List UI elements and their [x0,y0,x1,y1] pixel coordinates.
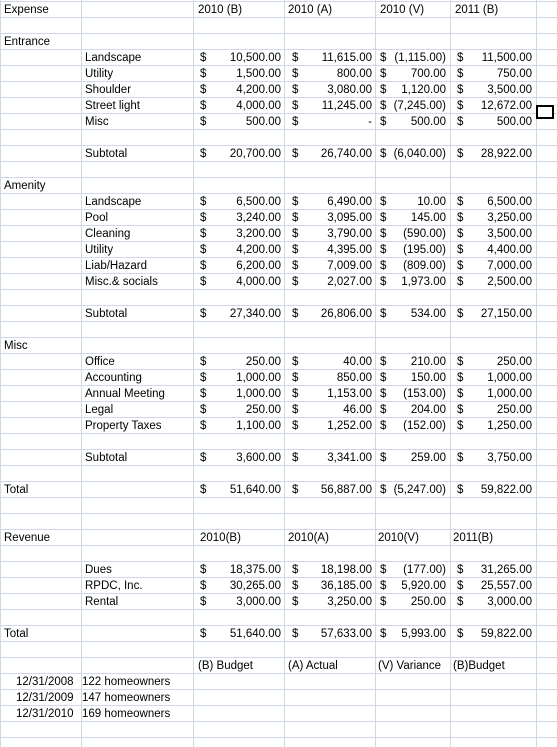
cell-2010-actual-currency: $ [292,148,299,160]
cell-2010-budget-currency: $ [200,452,207,464]
cell-2011-budget-currency: $ [457,260,464,272]
cell-2011-budget-currency: $ [457,276,464,288]
cell-2011-budget: 500.00 [496,116,532,128]
cell-2010-actual-currency: $ [292,260,299,272]
cell-2010-variance: 210.00 [410,356,446,368]
cell-2010-variance-currency: $ [380,388,387,400]
cell-2010-variance: (152.00) [403,420,446,432]
cell-2010-actual-currency: $ [292,68,299,80]
cell-2011-budget: 12,672.00 [480,100,532,112]
cell-2010-budget-currency: $ [200,628,207,640]
cell-2010-budget-currency: $ [200,84,207,96]
line-item-label: Annual Meeting [85,388,165,400]
cell-2010-budget: 10,500.00 [229,52,281,64]
cell-2010-budget-currency: $ [200,580,207,592]
cell-2011-budget: 3,500.00 [487,228,532,240]
cell-2011-budget: 59,822.00 [480,628,532,640]
cell-2011-budget-currency: $ [457,84,464,96]
cell-2010-variance: (177.00) [403,564,446,576]
line-item-label: Legal [85,404,114,416]
cell-2011-budget: 1,000.00 [487,372,532,384]
cell-2010-actual: 11,615.00 [321,52,372,64]
cell-2010-variance: 1,973.00 [401,276,446,288]
cell-2010-variance: 700.00 [410,68,446,80]
cell-2011-budget-currency: $ [457,356,464,368]
cell-2010-budget: 27,340.00 [229,308,281,320]
revenue-item-label: Dues [85,564,112,576]
cell-2010-variance: 5,920.00 [401,580,446,592]
cell-2011-budget-currency: $ [457,580,464,592]
cell-2010-actual: 7,009.00 [327,260,372,272]
section-entrance: Entrance [4,36,51,48]
cell-2010-actual-currency: $ [292,276,299,288]
cell-2010-actual: 26,740.00 [320,148,372,160]
cell-2010-actual: 4,395.00 [327,244,372,256]
cell-2011-budget: 59,822.00 [480,484,532,496]
cell-2010-variance: (809.00) [403,260,446,272]
cell-2010-actual: 18,198.00 [320,564,372,576]
cell-2010-actual: 26,806.00 [320,308,372,320]
revenue-item-label: Rental [85,596,119,608]
cell-2010-budget-currency: $ [200,196,207,208]
cell-2010-budget: 30,265.00 [229,580,281,592]
revenue-total-label: Total [4,628,29,640]
line-item-label: Cleaning [85,228,131,240]
header-2010-actual: 2010 (A) [288,4,333,16]
header-expense: Expense [4,4,49,16]
cell-2010-actual-currency: $ [292,100,299,112]
cell-2010-variance-currency: $ [380,308,387,320]
cell-2010-actual-currency: $ [292,196,299,208]
cell-2011-budget: 28,922.00 [480,148,532,160]
cell-2010-actual: 2,027.00 [327,276,372,288]
cell-2010-variance-currency: $ [380,244,387,256]
cell-2010-budget: 500.00 [245,116,281,128]
cell-2011-budget-currency: $ [457,420,464,432]
cell-2010-variance-currency: $ [380,276,387,288]
cell-2010-actual-currency: $ [292,228,299,240]
cell-2010-actual-currency: $ [292,388,299,400]
cell-2011-budget-currency: $ [457,484,464,496]
cell-2011-budget-currency: $ [457,116,464,128]
cell-2011-budget-currency: $ [457,372,464,384]
cell-2010-variance: 204.00 [410,404,446,416]
cell-2010-budget: 3,240.00 [236,212,281,224]
cell-2011-budget: 11,500.00 [481,52,532,64]
cell-2010-actual-currency: $ [292,580,299,592]
cell-2010-actual: 3,095.00 [327,212,372,224]
cell-2010-variance-currency: $ [380,580,387,592]
cell-2010-variance: 1,120.00 [401,84,446,96]
homeowners-count: 169 homeowners [82,708,171,720]
cell-2010-variance: (7,245.00) [393,100,446,112]
cell-2010-budget-currency: $ [200,100,207,112]
subtotal-label: Subtotal [85,452,128,464]
cell-2011-budget: 3,250.00 [487,212,532,224]
cell-2010-variance: (1,115.00) [394,52,446,64]
cell-2010-budget: 18,375.00 [229,564,281,576]
cell-2011-budget-currency: $ [457,596,464,608]
cell-2010-actual-currency: $ [292,52,299,64]
cell-2010-actual-currency: $ [292,372,299,384]
line-item-label: Misc.& socials [85,276,158,288]
cell-2010-variance: (590.00) [403,228,446,240]
cell-2010-variance: 145.00 [410,212,446,224]
cell-2010-actual: 46.00 [343,404,372,416]
line-item-label: Utility [85,244,114,256]
cell-2010-budget: 4,000.00 [236,100,281,112]
line-item-label: Pool [85,212,109,224]
cell-2011-budget-currency: $ [457,68,464,80]
cell-2010-budget-currency: $ [200,116,207,128]
cell-2010-actual-currency: $ [292,596,299,608]
homeowners-date: 12/31/2008 [16,676,74,688]
cell-2010-budget-currency: $ [200,484,207,496]
cell-2011-budget-currency: $ [457,212,464,224]
cell-2010-actual: - [368,116,372,128]
line-item-label: Utility [85,68,114,80]
cell-2010-budget-currency: $ [200,68,207,80]
cell-2010-variance-currency: $ [380,100,387,112]
expense-total-label: Total [4,484,29,496]
homeowners-date: 12/31/2009 [16,692,74,704]
cell-2010-budget: 250.00 [245,404,281,416]
cell-2010-variance: 500.00 [410,116,446,128]
cell-2011-budget-currency: $ [457,452,464,464]
revenue-header-2011-budget: 2011(B) [453,532,494,544]
cell-2010-actual-currency: $ [292,116,299,128]
cell-2010-actual-currency: $ [292,212,299,224]
cell-2011-budget-currency: $ [457,228,464,240]
cell-2010-budget: 1,500.00 [236,68,281,80]
legend-variance: (V) Variance [378,660,442,672]
cell-2010-budget-currency: $ [200,372,207,384]
cell-2011-budget: 1,250.00 [487,420,532,432]
cell-2010-actual: 850.00 [336,372,372,384]
cell-2010-actual-currency: $ [292,484,299,496]
line-item-label: Shoulder [85,84,132,96]
cell-2010-budget-currency: $ [200,276,207,288]
cell-2010-variance: (6,040.00) [393,148,446,160]
cell-2011-budget: 31,265.00 [480,564,532,576]
cell-2010-actual: 36,185.00 [320,580,372,592]
cell-2010-actual-currency: $ [292,628,299,640]
homeowners-count: 147 homeowners [82,692,171,704]
cell-2011-budget: 2,500.00 [487,276,532,288]
cell-2010-variance-currency: $ [380,196,387,208]
cell-2010-budget-currency: $ [200,212,207,224]
cell-2010-variance: (195.00) [403,244,446,256]
cell-2010-actual: 1,252.00 [327,420,372,432]
cell-2011-budget-currency: $ [457,148,464,160]
cell-2010-actual: 11,245.00 [321,100,372,112]
cell-2010-actual-currency: $ [292,404,299,416]
header-2010-variance: 2010 (V) [380,4,425,16]
cell-2010-budget-currency: $ [200,260,207,272]
line-item-label: Misc [85,116,109,128]
cell-2010-budget-currency: $ [200,420,207,432]
cell-2010-actual: 3,790.00 [327,228,372,240]
selected-cell[interactable] [536,105,554,119]
cell-2011-budget: 3,000.00 [487,596,532,608]
cell-2010-actual: 56,887.00 [320,484,372,496]
cell-2010-variance-currency: $ [380,84,387,96]
line-item-label: Office [85,356,115,368]
cell-2010-budget-currency: $ [200,388,207,400]
cell-2010-actual: 57,633.00 [320,628,372,640]
cell-2011-budget-currency: $ [457,100,464,112]
cell-2010-actual: 800.00 [336,68,372,80]
cell-2010-variance-currency: $ [380,356,387,368]
line-item-label: Liab/Hazard [85,260,148,272]
cell-2011-budget-currency: $ [457,388,464,400]
cell-2010-actual-currency: $ [292,452,299,464]
cell-2011-budget-currency: $ [457,196,464,208]
line-item-label: Landscape [85,52,142,64]
cell-2010-variance-currency: $ [380,212,387,224]
legend-budget: (B) Budget [198,660,253,672]
section-amenity: Amenity [4,180,46,192]
revenue-header-2010-variance: 2010(V) [378,532,419,544]
cell-2010-budget: 6,500.00 [236,196,281,208]
revenue-item-label: RPDC, Inc. [85,580,143,592]
cell-2011-budget: 25,557.00 [480,580,532,592]
cell-2010-variance-currency: $ [380,148,387,160]
cell-2011-budget: 1,000.00 [487,388,532,400]
cell-2010-variance-currency: $ [380,372,387,384]
cell-2011-budget: 7,000.00 [487,260,532,272]
cell-2010-budget: 3,600.00 [236,452,281,464]
cell-2010-actual: 1,153.00 [327,388,372,400]
cell-2010-variance-currency: $ [380,260,387,272]
cell-2010-variance-currency: $ [380,228,387,240]
subtotal-label: Subtotal [85,148,128,160]
cell-2010-budget-currency: $ [200,404,207,416]
legend-actual: (A) Actual [288,660,338,672]
cell-2011-budget: 4,400.00 [487,244,532,256]
cell-2011-budget: 3,750.00 [487,452,532,464]
cell-2010-budget: 250.00 [245,356,281,368]
cell-2010-variance: 259.00 [410,452,446,464]
section-misc: Misc [4,340,28,352]
cell-2010-variance: (153.00) [403,388,446,400]
cell-2010-actual: 40.00 [343,356,372,368]
cell-2010-variance-currency: $ [380,564,387,576]
cell-2010-budget: 1,000.00 [236,372,281,384]
cell-2011-budget-currency: $ [457,628,464,640]
homeowners-count: 122 homeowners [82,676,171,688]
cell-2011-budget-currency: $ [457,244,464,256]
cell-2011-budget-currency: $ [457,52,464,64]
cell-2010-actual-currency: $ [292,564,299,576]
cell-2010-variance-currency: $ [380,68,387,80]
cell-2011-budget: 250.00 [496,356,532,368]
revenue-header-2010-actual: 2010(A) [288,532,329,544]
cell-2010-variance-currency: $ [380,484,387,496]
header-2010-budget: 2010 (B) [198,4,243,16]
cell-2010-variance-currency: $ [380,596,387,608]
cell-2010-budget: 3,000.00 [236,596,281,608]
cell-2011-budget-currency: $ [457,564,464,576]
cell-2010-budget: 1,100.00 [236,420,281,432]
header-2011-budget: 2011 (B) [455,4,499,16]
cell-2010-variance: 534.00 [410,308,446,320]
cell-2010-variance: 250.00 [410,596,446,608]
cell-2011-budget-currency: $ [457,308,464,320]
revenue-header-2010-budget: 2010(B) [200,532,241,544]
cell-2011-budget: 3,500.00 [487,84,532,96]
cell-2010-budget-currency: $ [200,228,207,240]
cell-2010-variance-currency: $ [380,52,387,64]
cell-2010-budget-currency: $ [200,244,207,256]
cell-2010-budget-currency: $ [200,52,207,64]
section-revenue: Revenue [4,532,51,544]
cell-2010-budget: 20,700.00 [229,148,281,160]
cell-2010-variance-currency: $ [380,404,387,416]
cell-2010-variance-currency: $ [380,420,387,432]
line-item-label: Landscape [85,196,142,208]
cell-2010-budget: 4,200.00 [236,84,281,96]
cell-2010-budget: 4,000.00 [236,276,281,288]
line-item-label: Property Taxes [85,420,162,432]
cell-2010-budget-currency: $ [200,308,207,320]
cell-2010-actual-currency: $ [292,356,299,368]
cell-2010-budget: 3,200.00 [236,228,281,240]
subtotal-label: Subtotal [85,308,128,320]
cell-2010-actual-currency: $ [292,244,299,256]
cell-2010-budget: 51,640.00 [229,484,281,496]
cell-2010-variance: (5,247.00) [393,484,446,496]
cell-2011-budget: 27,150.00 [480,308,532,320]
cell-2011-budget: 6,500.00 [487,196,532,208]
cell-2011-budget: 750.00 [496,68,532,80]
cell-2010-variance: 150.00 [410,372,446,384]
cell-2010-actual-currency: $ [292,308,299,320]
cell-2010-variance-currency: $ [380,452,387,464]
cell-2010-budget: 6,200.00 [236,260,281,272]
cell-2010-variance: 5,993.00 [401,628,446,640]
line-item-label: Accounting [85,372,142,384]
cell-2010-variance-currency: $ [380,628,387,640]
cell-2010-variance-currency: $ [380,116,387,128]
cell-2011-budget-currency: $ [457,404,464,416]
cell-2010-budget: 51,640.00 [229,628,281,640]
cell-2010-actual: 3,080.00 [327,84,372,96]
legend-2011-budget: (B)Budget [453,660,505,672]
line-item-label: Street light [85,100,140,112]
cell-2010-actual: 3,250.00 [327,596,372,608]
cell-2010-budget: 4,200.00 [236,244,281,256]
cell-2010-budget: 1,000.00 [236,388,281,400]
cell-2010-actual-currency: $ [292,84,299,96]
cell-2010-actual: 6,490.00 [327,196,372,208]
cell-2010-budget-currency: $ [200,148,207,160]
cell-2010-budget-currency: $ [200,356,207,368]
cell-2011-budget: 250.00 [496,404,532,416]
cell-2010-variance: 10.00 [417,196,446,208]
homeowners-date: 12/31/2010 [16,708,74,720]
cell-2010-actual-currency: $ [292,420,299,432]
cell-2010-budget-currency: $ [200,564,207,576]
cell-2010-actual: 3,341.00 [327,452,372,464]
cell-2010-budget-currency: $ [200,596,207,608]
